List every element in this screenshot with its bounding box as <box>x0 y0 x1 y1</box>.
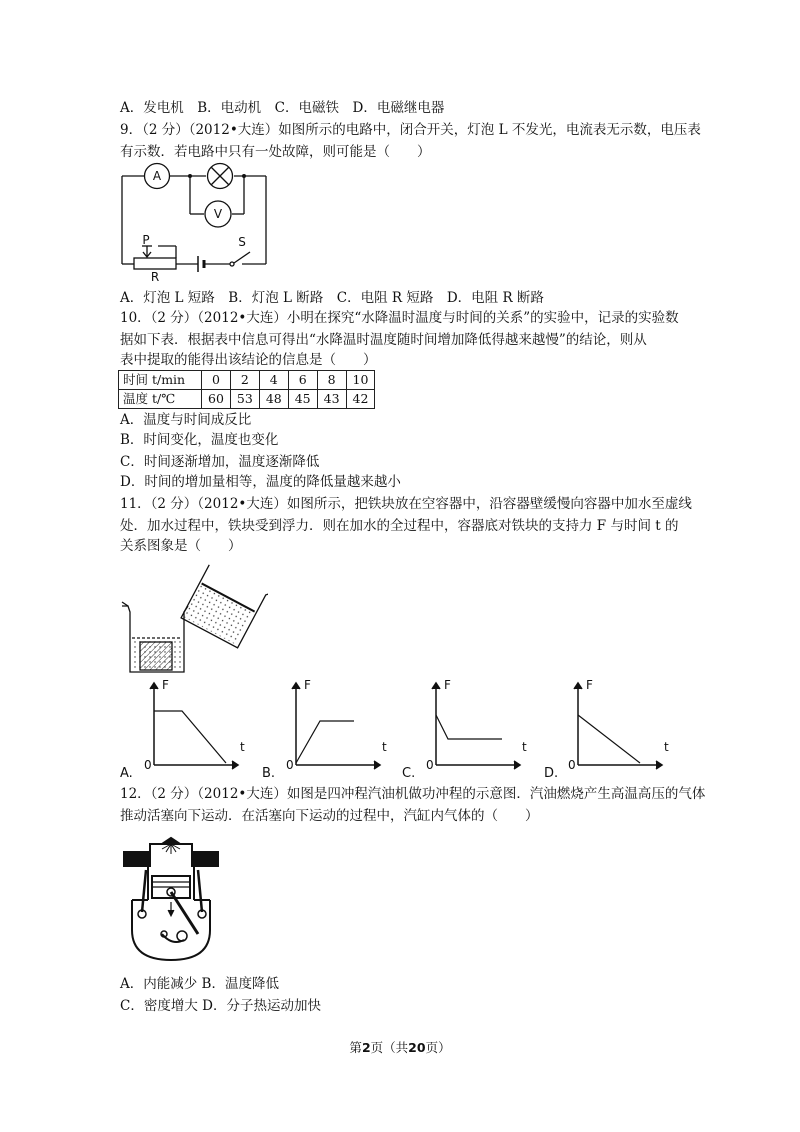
graph-c <box>432 683 520 769</box>
footer-suffix: 页） <box>425 1040 451 1055</box>
table-head-time: 时间 t/min <box>119 371 202 390</box>
footer-page-number: 2 <box>361 1040 371 1055</box>
table-cell: 10 <box>346 371 375 390</box>
graph-a-origin: 0 <box>144 758 152 772</box>
q10-stem-line3: 表中提取的能得出该结论的信息是（ ） <box>120 352 377 368</box>
q10-option-b: B．时间变化，温度也变化 <box>120 432 279 448</box>
footer-mid: 页（共 <box>370 1040 409 1055</box>
table-cell: 0 <box>202 371 231 390</box>
q12-options-line2: C．密度增大 D．分子热运动加快 <box>120 998 321 1014</box>
table-cell: 48 <box>259 390 288 409</box>
voltmeter-label: V <box>213 207 223 221</box>
q10-stem-line1: 10．（2 分）（2012•大连）小明在探究“水降温时温度与时间的关系”的实验中，记录的实验数 <box>120 310 679 326</box>
q9-stem-line1: 9．（2 分）（2012•大连）如图所示的电路中，闭合开关，灯泡 L 不发光，电流表无示数，电压表 <box>120 122 701 138</box>
q12-stem-line2: 推动活塞向下运动．在活塞向下运动的过程中，汽缸内气体的（ ） <box>120 808 539 824</box>
q10-option-c: C．时间逐渐增加，温度逐渐降低 <box>120 454 320 470</box>
q8-options: A．发电机 B．电动机 C．电磁铁 D．电磁继电器 <box>120 100 445 116</box>
table-row <box>119 371 375 390</box>
graph-d-origin: 0 <box>568 758 576 772</box>
q10-data-table <box>118 370 375 409</box>
graph-a-t-label: t <box>240 740 245 754</box>
ammeter-label: A <box>152 169 162 183</box>
table-cell: 43 <box>317 390 346 409</box>
graph-b-origin: 0 <box>286 758 294 772</box>
q11-stem-line2: 处．加水过程中，铁块受到浮力．则在加水的全过程中，容器底对铁块的支持力 F 与时间 t 的 <box>120 518 679 534</box>
graph-b-f-label: F <box>304 678 311 692</box>
graph-d-f-label: F <box>586 678 593 692</box>
graph-d-t-label: t <box>664 740 669 754</box>
footer-total-pages: 20 <box>408 1040 426 1055</box>
exhaust-valve-port <box>192 852 218 866</box>
table-head-temperature: 温度 t/℃ <box>119 390 202 409</box>
table-cell: 8 <box>317 371 346 390</box>
table-row <box>119 390 375 409</box>
q11-answer-graphs <box>118 675 678 783</box>
graph-a-f-label: F <box>162 678 169 692</box>
iron-block <box>140 642 172 670</box>
intake-valve-port <box>124 852 150 866</box>
q9-circuit-diagram <box>118 162 278 284</box>
graph-b-t-label: t <box>382 740 387 754</box>
q11-stem-line3: 关系图象是（ ） <box>120 538 242 554</box>
table-cell: 4 <box>259 371 288 390</box>
table-cell: 53 <box>230 390 259 409</box>
graph-c-origin: 0 <box>426 758 434 772</box>
graph-c-f-label: F <box>444 678 451 692</box>
q12-options-line1: A．内能减少 B．温度降低 <box>120 976 279 992</box>
table-cell: 42 <box>346 390 375 409</box>
q11-stem-line1: 11．（2 分）（2012•大连）如图所示，把铁块放在空容器中，沿容器壁缓慢向容器中加水至虚线 <box>120 496 692 512</box>
graph-b <box>292 683 380 769</box>
graph-c-t-label: t <box>522 740 527 754</box>
graph-d-letter: D. <box>544 766 559 781</box>
table-cell: 45 <box>288 390 317 409</box>
q10-option-a: A．温度与时间成反比 <box>120 412 252 428</box>
switch-label: S <box>238 235 246 249</box>
slider-label: P <box>142 233 150 247</box>
rheostat-rect <box>134 258 176 269</box>
q9-options: A．灯泡 L 短路 B．灯泡 L 断路 C．电阻 R 短路 D．电阻 R 断路 <box>120 290 544 306</box>
q10-stem-line2: 据如下表．根据表中信息可得出“水降温时温度随时间增加降低得越来越慢”的结论，则从 <box>120 332 647 348</box>
table-cell: 6 <box>288 371 317 390</box>
q12-engine-diagram <box>118 830 228 966</box>
graph-c-letter: C. <box>402 766 416 781</box>
footer-prefix: 第 <box>349 1040 362 1055</box>
page-footer <box>0 1038 800 1056</box>
q11-container-figure <box>118 560 268 682</box>
graph-a-letter: A. <box>120 766 133 781</box>
q10-option-d: D．时间的增加量相等，温度的降低量越来越小 <box>120 474 401 490</box>
graph-d <box>574 683 662 769</box>
q9-stem-line2: 有示数．若电路中只有一处故障，则可能是（ ） <box>120 144 431 160</box>
table-cell: 2 <box>230 371 259 390</box>
resistor-label: R <box>150 270 160 284</box>
graph-b-letter: B. <box>262 766 276 781</box>
graph-a <box>150 683 238 769</box>
table-cell: 60 <box>202 390 231 409</box>
q12-stem-line1: 12．（2 分）（2012•大连）如图是四冲程汽油机做功冲程的示意图．汽油燃烧产生高温高压的气体 <box>120 786 706 802</box>
